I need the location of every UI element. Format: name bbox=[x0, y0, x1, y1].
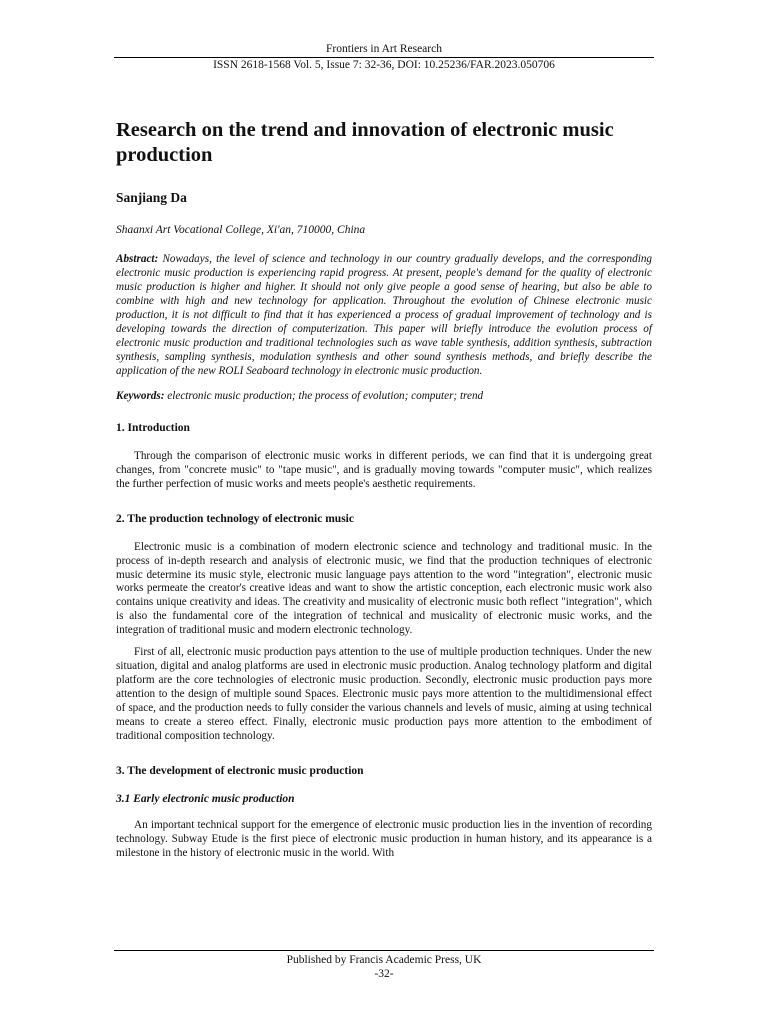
section-heading-production-technology: 2. The production technology of electronic music bbox=[116, 512, 354, 525]
keywords-text: electronic music production; the process of evolution; computer; trend bbox=[167, 390, 484, 402]
issn-line: ISSN 2618-1568 Vol. 5, Issue 7: 32-36, DOI: 10.25236/FAR.2023.050706 bbox=[213, 59, 555, 71]
subsection-heading-early: 3.1 Early electronic music production bbox=[116, 793, 295, 806]
abstract bbox=[116, 252, 652, 378]
abstract-text: Nowadays, the level of science and technology in our country gradually develops, and the corresponding electronic music production is experiencing rapid progress. At present, people's demand for the quality of electronic music production is higher and higher. It should not only give people a good sense of hearing, but also be able to combine with high and new technology for application. Throughout the evolution of Chinese electronic music production, it is not difficult to find that it has experienced a process of gradual improvement of technology and is developing towards the direction of computerization. This paper will briefly introduce the evolution process of electronic music production and traditional technologies such as wave table synthesis, addition synthesis, subtraction synthesis, sampling synthesis, modulation synthesis and other sound synthesis methods, and briefly describe the application of the new ROLI Seaboard technology in electronic music production. bbox=[116, 253, 653, 377]
paragraph: An important technical support for the emergence of electronic music production lies in the invention of recording technology. Subway Etude is the first piece of electronic music production in human history, and its appearance is a milestone in the history of electronic music in the world. With bbox=[116, 819, 652, 860]
article-body bbox=[116, 118, 652, 861]
publisher-line: Published by Francis Academic Press, UK bbox=[286, 954, 482, 966]
section-heading-introduction: 1. Introduction bbox=[116, 422, 190, 434]
article-title: Research on the trend and innovation of electronic music production bbox=[116, 119, 614, 166]
keywords-label: Keywords: bbox=[116, 390, 165, 402]
author-affiliation: Shaanxi Art Vocational College, Xi'an, 710000, China bbox=[116, 224, 366, 236]
footer-rule bbox=[114, 950, 654, 951]
page-number: -32- bbox=[374, 968, 394, 980]
section-heading-development: 3. The development of electronic music production bbox=[116, 765, 364, 778]
paragraph: First of all, electronic music production pays attention to the use of multiple production techniques. Under the new situation, digital and analog platforms are used in electronic music production. Analog technology platform and digital platform are the core technologies of electronic music production. Secondly, electronic music production pays more attention to the design of multiple sound Spaces. Electronic music pays more attention to the multidimensional effect of space, and the production needs to fully consider the various channels and levels of music, aiming at using technical means to create a stereo effect. Finally, electronic music production pays more attention to the embodiment of traditional composition technology. bbox=[116, 646, 652, 742]
page-header bbox=[114, 42, 654, 72]
abstract-label: Abstract: bbox=[116, 253, 159, 265]
keywords bbox=[116, 389, 652, 403]
paragraph: Through the comparison of electronic music works in different periods, we can find that it is undergoing great changes, from "concrete music" to "tape music", and is gradually moving towards "computer music", which realizes the further perfection of music works and meets people's aesthetic requirements. bbox=[116, 450, 652, 490]
author-name: Sanjiang Da bbox=[116, 190, 187, 205]
page-footer bbox=[114, 950, 654, 981]
paragraph: Electronic music is a combination of modern electronic science and technology and traditional music. In the process of in-depth research and analysis of electronic music, we find that the production techniques of electronic music determine its music style, electronic music language pays attention to the word "integration", electronic music works permeate the creator's creative ideas and want to show the artistic conception, each electronic music work also contains unique creativity and ideas. The creativity and musicality of electronic music both reflect "integration", which is also the fundamental core of the integration of technical and musicality of electronic music works, and the integration of traditional music and modern electronic technology. bbox=[116, 540, 652, 637]
journal-name: Frontiers in Art Research bbox=[326, 43, 442, 55]
